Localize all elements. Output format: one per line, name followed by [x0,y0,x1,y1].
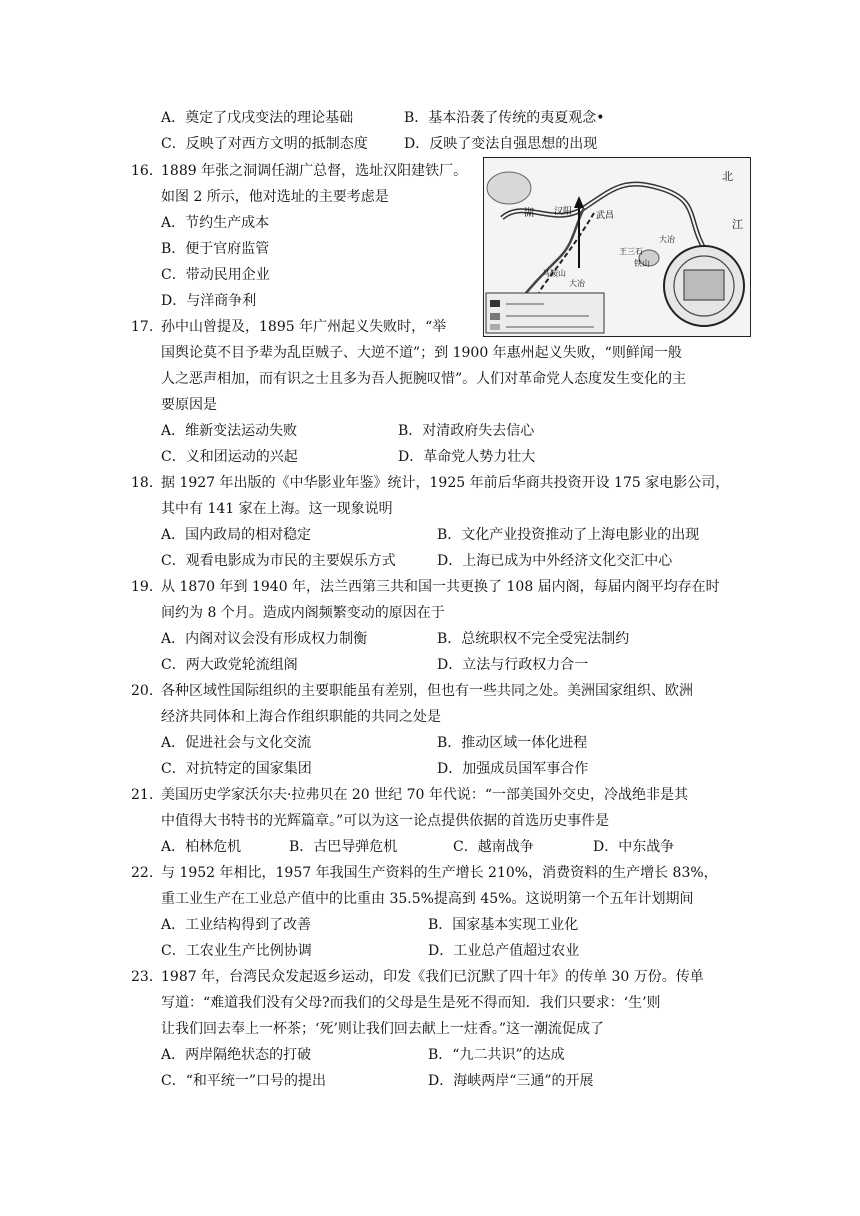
q17-option-d[interactable]: D．革命党人势力壮大 [398,449,536,465]
q21-option-b[interactable]: B．古巴导弹危机 [289,839,398,855]
map-graphic [484,158,750,336]
map-label: 汉阳 [554,207,573,217]
q21-stem-line: 中值得大书特书的光辉篇章。”可以为这一论点提供依据的首选历史事件是 [161,813,610,829]
q15-option-a[interactable]: A．奠定了戊戌变法的理论基础 [161,110,354,126]
q20-option-d[interactable]: D．加强成员国军事合作 [437,761,589,777]
q23-number: 23. [131,969,154,985]
q19-option-b[interactable]: B．总统职权不完全受宪法制约 [437,631,630,647]
q21-option-c[interactable]: C．越南战争 [453,839,534,855]
q16-option-a[interactable]: A．节约生产成本 [161,215,270,231]
map-label: 铁山 [634,259,650,268]
q23-option-c[interactable]: C．“和平统一”口号的提出 [161,1073,327,1089]
map-label: 大冶 [659,235,675,244]
q18-number: 18. [131,475,154,491]
map-label: 湖 [524,208,534,219]
q21-option-d[interactable]: D．中东战争 [593,839,675,855]
q17-stem-line: 国舆论莫不目予辈为乱臣贼子、大逆不道”；到 1900 年惠州起义失败，“则鲜闻一般 [161,345,682,361]
q23-stem-line: 让我们回去奉上一杯茶；‘死’则让我们回去献上一炷香。”这一潮流促成了 [161,1021,605,1037]
q20-option-a[interactable]: A．促进社会与文化交流 [161,735,312,751]
q17-stem-line: 要原因是 [161,397,217,413]
map-label: 大冶 [569,279,585,288]
q16-option-d[interactable]: D．与洋商争利 [161,293,257,309]
q20-number: 20. [131,683,154,699]
q19-option-d[interactable]: D．立法与行政权力合一 [437,657,589,673]
q15-option-b[interactable]: B．基本沿袭了传统的夷夏观念• [404,110,605,126]
q23-option-b[interactable]: B．“九二共识”的达成 [428,1047,565,1063]
q18-stem-line: 其中有 141 家在上海。这一现象说明 [161,501,393,517]
q15-option-d[interactable]: D．反映了变法自强思想的出现 [404,136,598,152]
q22-option-b[interactable]: B．国家基本实现工业化 [428,917,579,933]
q16-number: 16. [131,163,154,179]
map-label: 马鞍山 [542,269,566,278]
q18-stem-line: 据 1927 年出版的《中华影业年鉴》统计，1925 年前后华商共投资开设 175 家电影公司， [161,475,730,491]
q17-stem-line: 人之恶声相加，而有识之士且多为吾人扼腕叹惜”。人们对革命党人态度发生变化的主 [161,371,687,387]
map-label: 武昌 [596,211,615,221]
q18-option-d[interactable]: D．上海已成为中外经济文化交汇中心 [437,553,673,569]
q22-stem-line: 与 1952 年相比，1957 年我国生产资料的生产增长 210%，消费资料的生产增长 83%， [161,865,718,881]
q22-option-a[interactable]: A．工业结构得到了改善 [161,917,312,933]
q23-stem-line: 写道：“难道我们没有父母?而我们的父母是生是死不得而知．我们只要求：‘生’则 [161,995,661,1011]
q23-option-a[interactable]: A．两岸隔绝状态的打破 [161,1047,312,1063]
q23-option-d[interactable]: D．海峡两岸“三通”的开展 [428,1073,594,1089]
q22-number: 22. [131,865,154,881]
q20-option-c[interactable]: C．对抗特定的国家集团 [161,761,312,777]
q21-number: 21. [131,787,154,803]
q18-option-b[interactable]: B．文化产业投资推动了上海电影业的出现 [437,527,700,543]
q20-stem-line: 经济共同体和上海合作组织职能的共同之处是 [161,709,441,725]
q20-option-b[interactable]: B．推动区域一体化进程 [437,735,588,751]
q20-stem-line: 各种区域性国际组织的主要职能虽有差别，但也有一些共同之处。美洲国家组织、欧洲 [161,683,693,699]
q18-option-a[interactable]: A．国内政局的相对稳定 [161,527,312,543]
q16-option-c[interactable]: C．带动民用企业 [161,267,270,283]
map-label: 江 [732,218,743,231]
q16-stem-line: 1889 年张之洞调任湖广总督，选址汉阳建铁厂。 [161,163,468,179]
q16-stem-line: 如图 2 所示，他对选址的主要考虑是 [161,189,389,205]
q17-option-c[interactable]: C．义和团运动的兴起 [161,449,298,465]
q19-option-c[interactable]: C．两大政党轮流组阁 [161,657,298,673]
map-label: 北 [722,170,733,183]
q22-option-d[interactable]: D．工业总产值超过农业 [428,943,580,959]
q22-option-c[interactable]: C．工农业生产比例协调 [161,943,312,959]
q21-stem-line: 美国历史学家沃尔夫·拉弗贝在 20 世纪 70 年代说：“一部美国外交史，冷战绝非是其 [161,787,689,803]
q19-stem-line: 间约为 8 个月。造成内阁频繁变动的原因在于 [161,605,445,621]
q17-stem-line: 孙中山曾提及，1895 年广州起义失败时，“举 [161,319,447,335]
q22-stem-line: 重工业生产在工业总产值中的比重由 35.5%提高到 45%。这说明第一个五年计划期间 [161,891,694,907]
q16-option-b[interactable]: B．便于官府监管 [161,241,270,257]
q18-option-c[interactable]: C．观看电影成为市民的主要娱乐方式 [161,553,396,569]
q19-stem-line: 从 1870 年到 1940 年，法兰西第三共和国一共更换了 108 届内阁，每届内阁平均存在时 [161,579,720,595]
q17-option-a[interactable]: A．维新变法运动失败 [161,423,298,439]
map-label: 王三石 [619,247,643,256]
q17-option-b[interactable]: B．对清政府失去信心 [398,423,535,439]
q19-option-a[interactable]: A．内阁对议会没有形成权力制衡 [161,631,368,647]
q23-stem-line: 1987 年，台湾民众发起返乡运动，印发《我们已沉默了四十年》的传单 30 万份。传单 [161,969,704,985]
q21-option-a[interactable]: A．柏林危机 [161,839,242,855]
q15-option-c[interactable]: C．反映了对西方文明的抵制态度 [161,136,368,152]
q17-number: 17. [131,319,154,335]
q19-number: 19. [131,579,154,595]
hanyang-ironworks-map [483,157,751,337]
